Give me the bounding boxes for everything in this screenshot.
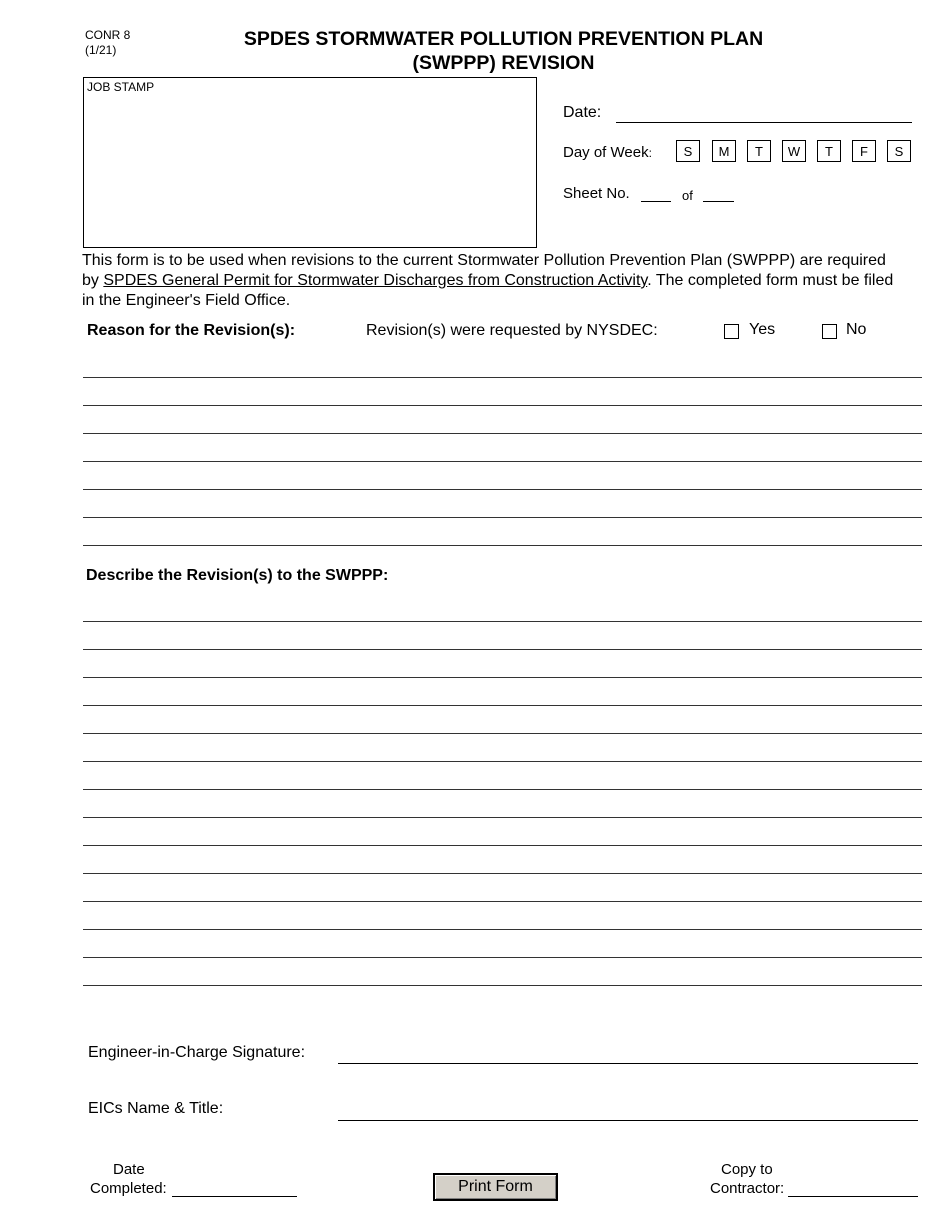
describe-line[interactable]: [83, 957, 922, 958]
describe-line[interactable]: [83, 705, 922, 706]
describe-line[interactable]: [83, 929, 922, 930]
describe-line[interactable]: [83, 621, 922, 622]
describe-label: Describe the Revision(s) to the SWPPP:: [86, 567, 389, 584]
describe-line[interactable]: [83, 733, 922, 734]
reason-line[interactable]: [83, 405, 922, 406]
describe-line[interactable]: [83, 789, 922, 790]
day-box-sunday[interactable]: S: [676, 140, 700, 162]
eic-name-title-field[interactable]: [338, 1120, 918, 1121]
describe-line[interactable]: [83, 817, 922, 818]
yes-label: Yes: [749, 321, 776, 338]
day-box-tuesday[interactable]: T: [747, 140, 771, 162]
instructions-paragraph: This form is to be used when revisions to the current Stormwater Pollution Prevention Plan (SWPPP) are required by SPDES General Permit for Stormwater Discharges from Construction Activity. The completed form must be filed in the Engineer's Field Office.: [82, 252, 894, 309]
date-completed-field[interactable]: [172, 1196, 297, 1197]
describe-line[interactable]: [83, 761, 922, 762]
copy-to-contractor-label: Copy to Contractor:: [710, 1161, 785, 1197]
day-box-friday[interactable]: F: [852, 140, 876, 162]
eic-name-title-label: EICs Name & Title:: [88, 1100, 224, 1117]
form-code-date: (1/21): [85, 43, 117, 57]
print-form-button[interactable]: Print Form: [433, 1173, 558, 1201]
eic-signature-field[interactable]: [338, 1063, 918, 1064]
day-box-thursday[interactable]: T: [817, 140, 841, 162]
date-field[interactable]: [616, 122, 912, 123]
describe-line[interactable]: [83, 649, 922, 650]
reason-line[interactable]: [83, 433, 922, 434]
date-completed-label: Date Completed:: [90, 1161, 167, 1197]
eic-signature-label: Engineer-in-Charge Signature:: [88, 1044, 306, 1061]
describe-line[interactable]: [83, 845, 922, 846]
nysdec-question: Revision(s) were requested by NYSDEC:: [366, 322, 658, 339]
day-of-week-label: Day of Week:: [563, 144, 652, 161]
no-label: No: [846, 321, 867, 338]
form-code-number: CONR 8: [85, 28, 131, 42]
day-box-monday[interactable]: M: [712, 140, 736, 162]
title-line-2: (SWPPP) REVISION: [412, 52, 595, 74]
reason-line[interactable]: [83, 545, 922, 546]
day-box-saturday[interactable]: S: [887, 140, 911, 162]
reason-line[interactable]: [83, 517, 922, 518]
describe-line[interactable]: [83, 677, 922, 678]
sheet-of-label: of: [682, 188, 693, 203]
title-line-1: SPDES STORMWATER POLLUTION PREVENTION PLAN: [243, 28, 764, 50]
reason-line[interactable]: [83, 377, 922, 378]
yes-checkbox[interactable]: [724, 324, 739, 339]
sheet-number-field[interactable]: [641, 201, 671, 202]
sheet-number-label: Sheet No.: [563, 185, 630, 202]
permit-link[interactable]: SPDES General Permit for Stormwater Discharges from Construction Activity: [103, 272, 648, 289]
reason-line[interactable]: [83, 461, 922, 462]
describe-line[interactable]: [83, 901, 922, 902]
job-stamp-box[interactable]: [83, 77, 537, 248]
reason-line[interactable]: [83, 489, 922, 490]
job-stamp-label: JOB STAMP: [87, 80, 155, 94]
no-checkbox[interactable]: [822, 324, 837, 339]
describe-line[interactable]: [83, 985, 922, 986]
describe-line[interactable]: [83, 873, 922, 874]
sheet-total-field[interactable]: [703, 201, 734, 202]
page-title: [200, 27, 807, 75]
day-of-week-boxes: [676, 140, 916, 164]
copy-to-contractor-field[interactable]: [788, 1196, 918, 1197]
reason-label: Reason for the Revision(s):: [87, 322, 296, 339]
form-code: [85, 28, 130, 58]
date-label: Date:: [563, 104, 602, 121]
day-box-wednesday[interactable]: W: [782, 140, 806, 162]
